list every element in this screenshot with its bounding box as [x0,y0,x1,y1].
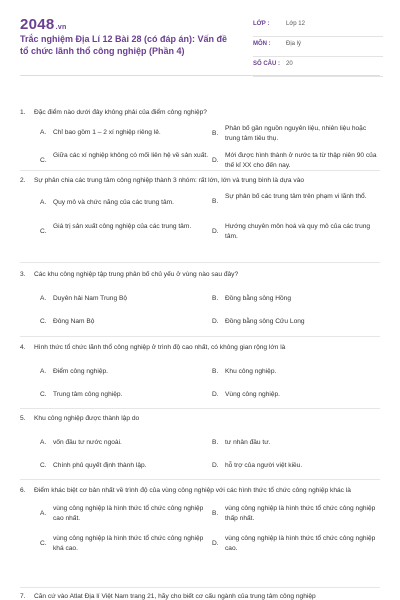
option-letter: B. [212,295,219,302]
option-text: Quy mô và chức năng của các trung tâm. [53,199,174,206]
option-letter: D. [212,462,219,469]
question-divider [20,408,380,409]
logo-text: 2048 [20,16,55,33]
option-text: Đồng bằng sông Hồng [225,295,291,302]
option-letter: A. [40,439,47,446]
option-letter: A. [40,199,47,206]
question-text [20,343,380,353]
option-letter: B. [212,198,219,205]
question-divider [20,587,380,588]
option-d[interactable] [212,534,380,554]
option-d[interactable] [212,222,380,242]
meta-value: Lớp 12 [286,21,305,27]
meta-row-count [253,57,383,77]
option-text: Đông Nam Bộ [53,318,95,325]
question-2 [20,176,380,246]
meta-value: Địa lý [286,41,302,47]
option-c[interactable] [40,461,200,471]
question-1 [20,108,380,172]
option-a[interactable] [40,367,200,377]
option-c[interactable] [40,534,212,554]
option-b[interactable] [212,504,380,524]
option-letter: D. [212,228,219,235]
option-text: Sự phân bố các trung tâm trên phạm vi lãnh thổ. [225,193,367,200]
option-text: Chính phủ quyết định thành lập. [53,462,147,469]
question-prompt: Hình thức tổ chức lãnh thổ công nghiệp ở trình độ cao nhất, có không gian rộng lớn là [34,344,286,351]
option-text: Duyên hải Nam Trung Bộ [53,295,128,302]
question-text [20,176,380,186]
option-d[interactable] [212,151,380,171]
question-7 [20,592,380,600]
question-number: 1. [20,109,26,116]
meta-info [253,17,383,77]
option-b[interactable] [212,192,380,205]
question-4 [20,343,380,405]
header-divider [20,75,380,76]
options [20,430,380,476]
option-b[interactable] [212,124,380,144]
option-a[interactable] [40,294,200,304]
option-letter: C. [40,228,47,235]
page-title: Trắc nghiệm Địa Lí 12 Bài 28 (có đáp án): Vấn đề tổ chức lãnh thổ công nghiệp (Phần 4) [20,34,228,56]
option-text: vùng công nghiệp là hình thức tổ chức công nghiệp cao. [225,535,376,552]
option-text: hỗ trợ của người việt kiều. [225,462,303,469]
options [20,502,380,558]
question-divider [20,262,380,263]
option-text: Giá trị sản xuất công nghiệp của các trung tâm. [53,223,192,230]
site-logo[interactable] [20,16,67,33]
question-prompt: Sự phân chia các trung tâm công nghiệp thành 3 nhóm: rất lớn, lớn và trung bình là dựa vào [34,177,305,184]
option-text: Điểm công nghiệp. [53,368,108,375]
option-letter: C. [40,462,47,469]
question-number: 4. [20,344,26,351]
option-letter: C. [40,391,47,398]
question-prompt: Các khu công nghiệp tập trung phân bố chủ yếu ở vùng nào sau đây? [34,271,239,278]
option-letter: D. [212,540,219,547]
option-letter: D. [212,318,219,325]
option-text: Giữa các xí nghiệp không có mối liên hệ về sản xuất. [53,152,209,159]
option-b[interactable] [212,294,380,304]
meta-label: SỐ CÂU : [253,61,280,67]
meta-label: MÔN : [253,41,271,47]
option-text: Vùng công nghiệp. [225,391,280,398]
question-text [20,414,380,424]
option-letter: B. [212,130,219,137]
meta-label: LỚP : [253,21,270,27]
option-letter: C. [40,157,47,164]
option-a[interactable] [40,128,200,138]
question-number: 5. [20,415,26,422]
option-text: tư nhân đầu tư. [225,439,271,446]
option-letter: A. [40,129,47,136]
option-a[interactable] [40,438,200,448]
option-letter: A. [40,510,47,517]
option-d[interactable] [212,390,380,400]
options [20,192,380,246]
option-letter: B. [212,368,219,375]
option-text: vốn đầu tư nước ngoài. [53,439,122,446]
question-number: 6. [20,487,26,494]
question-prompt: Đặc điểm nào dưới đây không phải của điểm công nghiệp? [34,109,207,116]
question-divider [20,170,380,171]
option-text: vùng công nghiệp là hình thức tổ chức công nghiệp cao nhất. [53,505,204,522]
meta-value: 20 [286,61,293,67]
option-letter: D. [212,157,219,164]
option-a[interactable] [40,504,212,524]
option-c[interactable] [40,390,200,400]
question-text [20,108,380,118]
meta-row-subject [253,37,383,57]
options [20,359,380,405]
option-a[interactable] [40,198,200,208]
option-text: Chỉ bao gồm 1 – 2 xí nghiệp riêng lẻ. [53,129,161,136]
question-divider [20,336,380,337]
option-letter: C. [40,318,47,325]
question-prompt: Khu công nghiệp được thành lập do [34,415,140,422]
option-b[interactable] [212,438,380,448]
option-text: Hướng chuyên môn hoá và quy mô của các trung tâm. [225,223,371,240]
question-prompt: Căn cứ vào Atlat Địa lí Việt Nam trang 21, hãy cho biết cơ cấu ngành của trung tâm công nghiệp [34,593,316,600]
question-3 [20,270,380,332]
option-text: Trung tâm công nghiệp. [53,391,123,398]
question-text [20,270,380,280]
option-letter: B. [212,439,219,446]
option-c[interactable] [40,222,212,235]
option-b[interactable] [212,367,380,377]
option-letter: C. [40,540,47,547]
option-d[interactable] [212,317,380,327]
option-text: vùng công nghiệp là hình thức tổ chức công nghiệp thấp nhất. [225,505,376,522]
option-letter: D. [212,391,219,398]
option-text: Phân bố gần nguồn nguyên liệu, nhiên liệu hoặc trung tâm tiêu thụ. [225,125,367,142]
question-text [20,592,380,600]
option-text: Đồng bằng sông Cửu Long [225,318,305,325]
meta-row-class [253,17,383,37]
option-letter: A. [40,295,47,302]
question-number: 3. [20,271,26,278]
option-text: vùng công nghiệp là hình thức tổ chức công nghiệp khá cao. [53,535,204,552]
options [20,124,380,172]
question-5 [20,414,380,476]
option-letter: A. [40,368,47,375]
option-text: Khu công nghiệp. [225,368,277,375]
option-c[interactable] [40,317,200,327]
option-c[interactable] [40,151,212,164]
logo-suffix: .vn [55,24,67,31]
question-text [20,486,364,496]
options [20,286,380,332]
question-prompt: Điểm khác biệt cơ bản nhất về trình độ của vùng công nghiệp với các hình thức tổ chức công nghiệp khác là [34,487,351,494]
option-letter: B. [212,510,219,517]
question-divider [20,479,380,480]
option-text: Mới được hình thành ở nước ta từ thập niên 90 của thế kỉ XX cho đến nay. [225,152,377,169]
question-number: 7. [20,593,26,600]
question-6 [20,486,380,558]
question-number: 2. [20,177,26,184]
option-d[interactable] [212,461,380,471]
